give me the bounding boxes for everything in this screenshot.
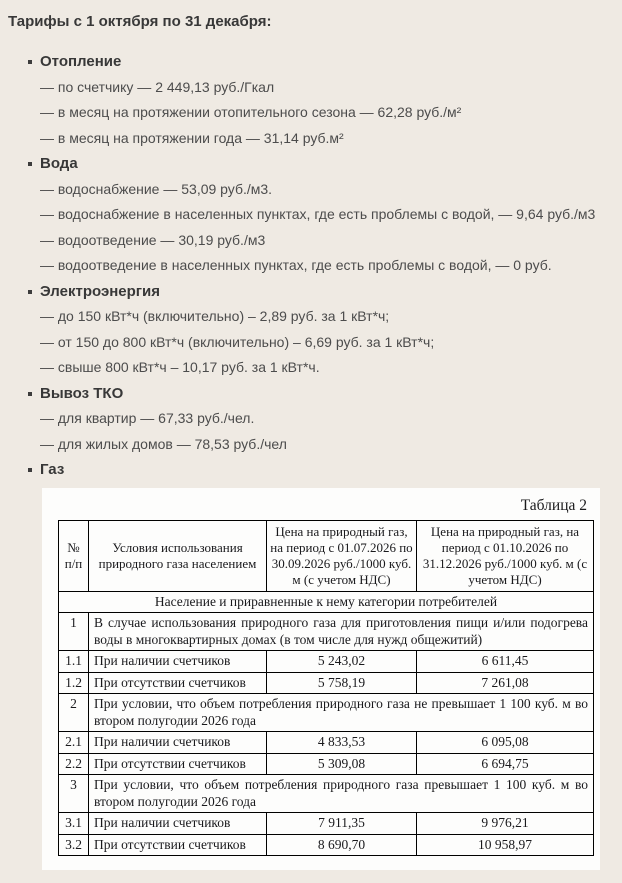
col-header-number: № п/п — [59, 520, 89, 591]
price-q4: 6 095,08 — [417, 732, 594, 754]
price-q4: 6 694,75 — [417, 753, 594, 775]
tariff-line: — водоотведение в населенных пунктах, где есть проблемы с водой, — 0 руб. — [40, 257, 552, 273]
list-bullet-icon — [28, 290, 32, 294]
price-q3: 8 690,70 — [267, 834, 417, 856]
row-number: 3 — [59, 775, 89, 813]
row-number: 1.1 — [59, 651, 89, 673]
row-condition: При отсутствии счетчиков — [89, 753, 267, 775]
list-bullet-icon — [28, 392, 32, 396]
price-q3: 5 243,02 — [267, 651, 417, 673]
row-condition: При условии, что объем потребления природного газа превышает 1 100 куб. м во втором полугодии 2026 года — [89, 775, 594, 813]
tariff-line: — до 150 кВт*ч (включительно) – 2,89 руб. за 1 кВт*ч; — [40, 308, 390, 324]
price-q4: 7 261,08 — [417, 672, 594, 694]
table-header-row — [59, 520, 594, 591]
row-condition: При условии, что объем потребления природного газа не превышает 1 100 куб. м во втором полугодии 2026 года — [89, 694, 594, 732]
table-row — [59, 834, 594, 856]
group-row-label: Население и приравненные к нему категории потребителей — [59, 591, 594, 613]
price-q4: 10 958,97 — [417, 834, 594, 856]
table-row — [59, 651, 594, 673]
section-heading: Вода — [40, 155, 78, 172]
section-heading: Газ — [40, 461, 65, 478]
table-row — [59, 813, 594, 835]
tariff-line: — свыше 800 кВт*ч – 10,17 руб. за 1 кВт*ч. — [40, 359, 320, 375]
list-bullet-icon — [28, 60, 32, 64]
gas-price-table — [58, 520, 594, 857]
table-row — [59, 672, 594, 694]
tariff-line: — для жилых домов — 78,53 руб./чел — [40, 435, 287, 452]
section-water — [8, 151, 612, 279]
col-header-price-q4: Цена на природный газ, на период с 01.10.2026 по 31.12.2026 руб./1000 куб. м (с учетом НДС) — [417, 520, 594, 591]
row-condition: При наличии счетчиков — [89, 732, 267, 754]
list-bullet-icon — [28, 162, 32, 166]
section-waste — [8, 381, 612, 458]
list-bullet-icon — [28, 468, 32, 472]
row-condition: При наличии счетчиков — [89, 813, 267, 835]
price-q4: 9 976,21 — [417, 813, 594, 835]
gas-table-panel — [42, 488, 600, 871]
table-row — [59, 591, 594, 613]
page-title: Тарифы с 1 октября по 31 декабря: — [8, 13, 272, 30]
col-header-conditions: Условия использования природного газа населением — [89, 520, 267, 591]
row-number: 3.1 — [59, 813, 89, 835]
row-condition: При отсутствии счетчиков — [89, 834, 267, 856]
row-number: 1.2 — [59, 672, 89, 694]
table-row — [59, 613, 594, 651]
price-q3: 5 758,19 — [267, 672, 417, 694]
tariff-line: — для квартир — 67,33 руб./чел. — [40, 410, 255, 426]
row-number: 1 — [59, 613, 89, 651]
section-heating — [8, 49, 612, 151]
table-row — [59, 775, 594, 813]
table-row — [59, 694, 594, 732]
row-condition: В случае использования природного газа для приготовления пищи и/или подогрева воды в многоквартирных домах (в том числе для нужд общежитий) — [89, 613, 594, 651]
tariff-line: — водоснабжение в населенных пунктах, где есть проблемы с водой, — 9,64 руб./м3 — [40, 206, 596, 222]
row-number: 2.2 — [59, 753, 89, 775]
tariff-line: — водоснабжение — 53,09 руб./м3. — [40, 180, 273, 197]
row-number: 2.1 — [59, 732, 89, 754]
price-q3: 5 309,08 — [267, 753, 417, 775]
row-condition: При отсутствии счетчиков — [89, 672, 267, 694]
row-number: 2 — [59, 694, 89, 732]
price-q3: 7 911,35 — [267, 813, 417, 835]
tariff-line: — от 150 до 800 кВт*ч (включительно) – 6,69 руб. за 1 кВт*ч; — [40, 333, 435, 350]
tariff-line: — в месяц на протяжении отопительного сезона — 62,28 руб./м² — [40, 104, 462, 120]
tariff-line: — водоотведение — 30,19 руб./м3 — [40, 231, 266, 248]
section-gas — [8, 457, 612, 870]
tariff-line: — в месяц на протяжении года — 31,14 руб.м² — [40, 129, 344, 146]
tariff-line: — по счетчику — 2 449,13 руб./Гкал — [40, 78, 275, 95]
row-number: 3.2 — [59, 834, 89, 856]
table-row — [59, 753, 594, 775]
table-caption: Таблица 2 — [520, 496, 587, 514]
section-electricity — [8, 279, 612, 381]
table-row — [59, 732, 594, 754]
price-q4: 6 611,45 — [417, 651, 594, 673]
price-q3: 4 833,53 — [267, 732, 417, 754]
col-header-price-q3: Цена на природный газ, на период с 01.07.2026 по 30.09.2026 руб./1000 куб. м (с учетом НДС) — [267, 520, 417, 591]
row-condition: При наличии счетчиков — [89, 651, 267, 673]
section-heading: Отопление — [40, 53, 122, 70]
section-heading: Электроэнергия — [40, 282, 161, 300]
section-heading: Вывоз ТКО — [40, 384, 124, 402]
